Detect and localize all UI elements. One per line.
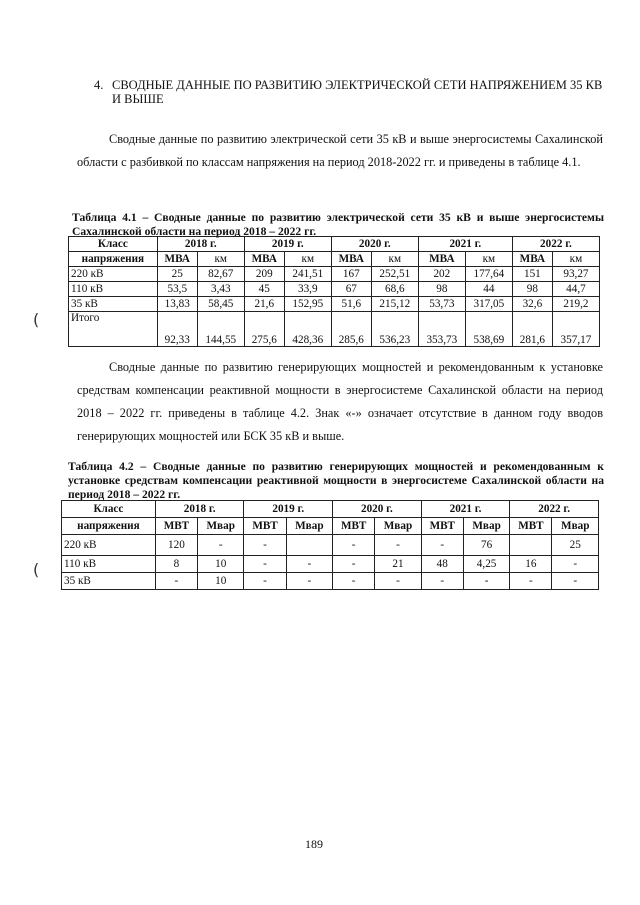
cell: 536,23: [371, 312, 418, 347]
cell: 32,6: [512, 297, 552, 312]
table1-units-row: [69, 252, 600, 267]
unit-header: МВА: [157, 252, 197, 267]
cell: 215,12: [371, 297, 418, 312]
cell: 209: [244, 267, 284, 282]
cell: 98: [418, 282, 465, 297]
year-header: 2019 г.: [244, 237, 331, 252]
unit-header: МВТ: [333, 518, 375, 535]
cell: -: [463, 573, 509, 590]
unit-header: км: [197, 252, 244, 267]
unit-header: Мвар: [286, 518, 332, 535]
cell: -: [244, 573, 286, 590]
cell: 58,45: [197, 297, 244, 312]
cell: -: [421, 573, 463, 590]
year-header: 2018 г.: [157, 237, 244, 252]
unit-header: МВТ: [244, 518, 286, 535]
cell: 33,9: [284, 282, 331, 297]
table2-caption: Таблица 4.2 – Сводные данные по развитию генерирующих мощностей и рекомендованным к установке средствам компенсации реактивной мощности в энергосистеме Сахалинской области на период 2018 – 2022 гг.: [68, 460, 604, 501]
cell: 44,7: [552, 282, 599, 297]
cell: 241,51: [284, 267, 331, 282]
cell: 152,95: [284, 297, 331, 312]
margin-mark: (: [33, 310, 40, 329]
unit-header: км: [284, 252, 331, 267]
row-label: 110 кВ: [69, 282, 158, 297]
year-header: 2022 г.: [512, 237, 599, 252]
cell: -: [552, 556, 599, 573]
cell: 202: [418, 267, 465, 282]
cell: 4,25: [463, 556, 509, 573]
cell: -: [552, 573, 599, 590]
unit-header: км: [371, 252, 418, 267]
cell: 13,83: [157, 297, 197, 312]
cell: 53,5: [157, 282, 197, 297]
unit-header: Мвар: [197, 518, 243, 535]
unit-header: МВА: [418, 252, 465, 267]
cell: 45: [244, 282, 284, 297]
cell: 48: [421, 556, 463, 573]
margin-mark: (: [33, 560, 40, 579]
table2: [61, 500, 599, 590]
cell: [510, 535, 552, 556]
cell: 428,36: [284, 312, 331, 347]
section-number: 4.: [94, 78, 104, 92]
unit-header: Мвар: [375, 518, 421, 535]
row-label: 35 кВ: [62, 573, 156, 590]
cell: -: [421, 535, 463, 556]
unit-header: МВТ: [510, 518, 552, 535]
cell: 16: [510, 556, 552, 573]
cell: 98: [512, 282, 552, 297]
cell: -: [510, 573, 552, 590]
cell: -: [333, 573, 375, 590]
row-label: Итого: [69, 312, 158, 347]
cell: -: [333, 556, 375, 573]
class-header: Класс: [62, 501, 156, 518]
cell: 3,43: [197, 282, 244, 297]
cell: -: [333, 535, 375, 556]
cell: -: [155, 573, 197, 590]
table-row: [62, 535, 599, 556]
cell: -: [286, 573, 332, 590]
unit-header: МВА: [244, 252, 284, 267]
class-header: Класс: [69, 237, 158, 252]
unit-header: Мвар: [552, 518, 599, 535]
cell: -: [375, 573, 421, 590]
cell: -: [244, 535, 286, 556]
cell: 357,17: [552, 312, 599, 347]
year-header: 2020 г.: [333, 501, 422, 518]
cell: 144,55: [197, 312, 244, 347]
cell: 151: [512, 267, 552, 282]
table1-caption: Таблица 4.1 – Сводные данные по развитию электрической сети 35 кВ и выше энергосистемы Сахалинской области на период 2018 – 2022 гг.: [72, 211, 604, 238]
cell: 120: [155, 535, 197, 556]
cell: 67: [331, 282, 371, 297]
cell: 8: [155, 556, 197, 573]
unit-header: км: [552, 252, 599, 267]
cell: 219,2: [552, 297, 599, 312]
cell: -: [244, 556, 286, 573]
page-number: 189: [305, 837, 323, 851]
row-label: 35 кВ: [69, 297, 158, 312]
section-title-line1: СВОДНЫЕ ДАННЫЕ ПО РАЗВИТИЮ ЭЛЕКТРИЧЕСКОЙ СЕТИ НАПРЯЖЕНИЕМ 35 КВ: [112, 78, 603, 92]
cell: 285,6: [331, 312, 371, 347]
cell: 92,33: [157, 312, 197, 347]
year-header: 2020 г.: [331, 237, 418, 252]
cell: 53,73: [418, 297, 465, 312]
class-header-2: напряжения: [69, 252, 158, 267]
table-row: [62, 556, 599, 573]
cell: 25: [552, 535, 599, 556]
cell: 317,05: [465, 297, 512, 312]
cell: -: [197, 535, 243, 556]
table-row: [69, 297, 600, 312]
row-label: 110 кВ: [62, 556, 156, 573]
cell: 353,73: [418, 312, 465, 347]
cell: 25: [157, 267, 197, 282]
year-header: 2019 г.: [244, 501, 333, 518]
cell: 21,6: [244, 297, 284, 312]
row-label: 220 кВ: [62, 535, 156, 556]
cell: 252,51: [371, 267, 418, 282]
unit-header: МВА: [512, 252, 552, 267]
cell: 281,6: [512, 312, 552, 347]
row-label: 220 кВ: [69, 267, 158, 282]
table2-units-row: [62, 518, 599, 535]
cell: -: [375, 535, 421, 556]
cell: 10: [197, 556, 243, 573]
table-row-total: [69, 312, 600, 347]
cell: -: [286, 556, 332, 573]
unit-header: МВА: [331, 252, 371, 267]
year-header: 2021 г.: [418, 237, 512, 252]
cell: 275,6: [244, 312, 284, 347]
cell: 44: [465, 282, 512, 297]
cell: [286, 535, 332, 556]
year-header: 2018 г.: [155, 501, 244, 518]
table-row: [62, 573, 599, 590]
section-title-line2: И ВЫШЕ: [112, 92, 164, 106]
table2-header-row: [62, 501, 599, 518]
unit-header: км: [465, 252, 512, 267]
cell: 21: [375, 556, 421, 573]
cell: 51,6: [331, 297, 371, 312]
cell: 93,27: [552, 267, 599, 282]
unit-header: МВТ: [421, 518, 463, 535]
table-row: [69, 267, 600, 282]
table-row: [69, 282, 600, 297]
unit-header: МВТ: [155, 518, 197, 535]
unit-header: Мвар: [463, 518, 509, 535]
cell: 82,67: [197, 267, 244, 282]
year-header: 2021 г.: [421, 501, 510, 518]
class-header-2: напряжения: [62, 518, 156, 535]
cell: 538,69: [465, 312, 512, 347]
cell: 76: [463, 535, 509, 556]
intro-paragraph: Сводные данные по развитию электрической сети 35 кВ и выше энергосистемы Сахалинской области с разбивкой по классам напряжения на период 2018-2022 гг. и приведены в таблице 4.1.: [77, 132, 603, 169]
year-header: 2022 г.: [510, 501, 599, 518]
generation-paragraph: Сводные данные по развитию генерирующих мощностей и рекомендованным к установке средствам компенсации реактивной мощности в энергосистеме Сахалинской области на период 2018 – 2022 гг. приведены в таблице 4.2. Знак «-» означает отсутствие в данном году вводов генерирующих мощностей или БСК 35 кВ и выше.: [77, 360, 603, 443]
table1-header-row: [69, 237, 600, 252]
cell: 167: [331, 267, 371, 282]
cell: 177,64: [465, 267, 512, 282]
cell: 68,6: [371, 282, 418, 297]
cell: 10: [197, 573, 243, 590]
table1: [68, 236, 600, 347]
